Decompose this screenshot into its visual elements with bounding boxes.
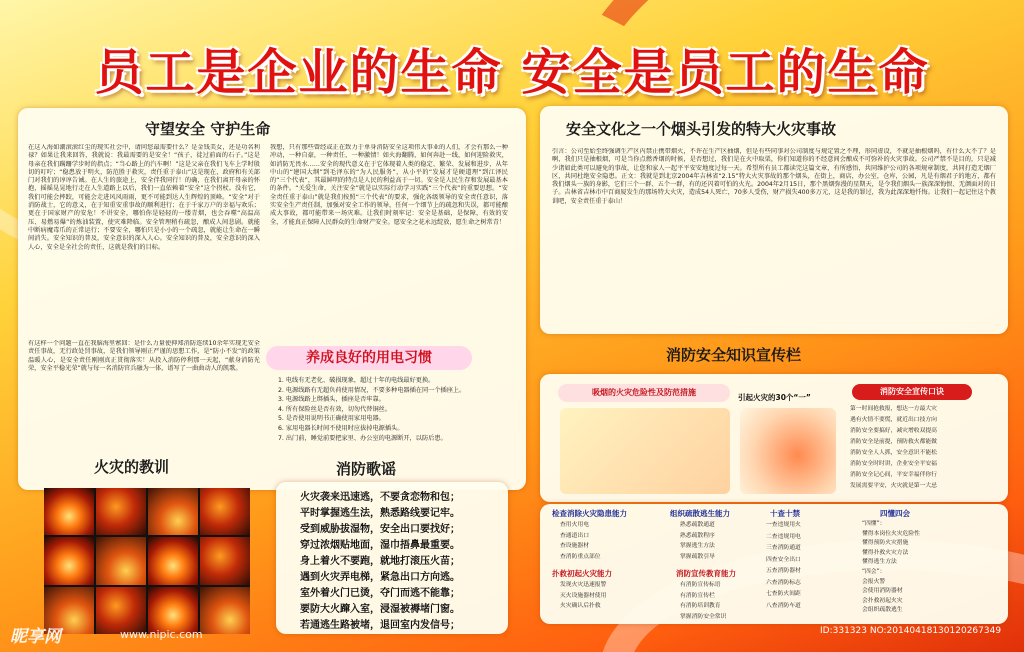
right-section-title: 安全文化之一个烟头引发的特大火灾事故 xyxy=(566,120,837,138)
fire-photo xyxy=(96,587,146,634)
list-item: 懂得逃生方法 xyxy=(862,559,897,566)
left-text-lower: 有这样一个问题一直在我脑海里萦回：是什么力量使抑郑消防连续10余年实现无安全责任事故，无行政处罚事故，是我们领导刚正严谨的思想工作，是“防小不发”的政策温暖人心，是安全责任刚刚真正贯彻落实！从投入消防停利那一天起，“献身消防光荣，安全平稳光荣”就与每一名消防官兵融为一体，谱写了一曲曲动人的凯歌。 xyxy=(28,340,260,372)
list-item: 查设施器材 xyxy=(560,543,589,549)
slogan-line: 消防安全时时讲，企业安全平安福 xyxy=(850,461,937,467)
watermark-url: www.nipic.com xyxy=(120,628,203,641)
fire-photo xyxy=(200,488,250,535)
main-headline: 员工是企业的生命 安全是员工的生命 xyxy=(94,44,930,101)
right-body-text: 引言：公司至始至终强调生产区内禁止携带烟火，不许在生产区抽烟，但是有些同事对公司制度与规定置之不理，形同虚设，不就是抽根烟吗，有什么大不了？是啊，我们只是抽根烟，可是当你点燃香烟的时候，是否想过，我们是在火中取栗，你们知道你的不经意间会酿成不可弥补的火灾事故。公司严禁不是目的，只是减少诸如此类可以避免的事故，让您和家人一起平平安安地度过每一天。希望所有员工都读完这篇文章，有所感悟，共同维护公司的各项规章制度，共同打造无烟厂区，共同杜绝安全隐患。正文：我就是到北京2004年吉林省“2.15”特大火灾事故的那个烟头，在街上，商店，办公室，仓库，公园，凡是有烟君子的地方，都有我们烟头一族的身影，它们三个一群、五个一群，有的还闪着可怕的火光。2004年2月15日，那个黑烟弥漫的星期天，是令我们烟头一族深深悔恨、无颜面对的日子。吉林省吉林市中百商厦发生的那场特大火灾，造成54人死亡，70多人受伤，财产损失400多万元，这是我的罪过，我为此深深地忏悔。让我们一起记住这个教训吧，安全责任重于泰山！ xyxy=(552,148,996,205)
capability-list xyxy=(766,520,801,612)
list-item: 懂得扑救火灾方法 xyxy=(862,549,909,556)
cause-title: 引起火灾的30个“一” xyxy=(738,393,811,402)
slogan-line: 消防安全人人抓，安全意识不能松 xyxy=(850,450,937,456)
fire-photo xyxy=(148,537,198,584)
capability-list xyxy=(560,580,606,612)
list-item: 查消防重点部位 xyxy=(560,553,601,560)
left-text-col2: 我想，只有那些曾经或正在致力于单身消防安全这项伟大事业的人们，才会有那么一种冲动，一种自豪，一种责任，一种激情！如火海翻腾，如何奔赴一线，如何迎险救灾，如消防无畏水……安全的现代意义在于它体现着人类的稳定、繁荣、发展和进步，从年中山的“建国大纲”到毛泽东的“为人民服务”，从小平的“发展才是硬道理”到江泽民的“三个代表”，其最鲜明的特点是人民的利益高于一切。安全是人民生存和发展最基本的条件。“关爱生命，关注安全”就是以实际行动学习实践“三个代表”的重要思想。“安全责任重于泰山”就是我们按照“三个代表”的要求，强化各级领导的安全责任意识，落实安全生产责任制，加强对安全工作的领导，任何一个细节上的疏忽和失误，都可能酿成大事故，都可能带来一场灾难。让我们时刻牢记：安全是基础，是保障，有效的安全，才能真正保障人民群众的生命财产安全。愿安全之花永远绽放，愿生命之树常青！ xyxy=(270,144,508,226)
electric-title: 养成良好的用电习惯 xyxy=(266,346,472,370)
capability-title: 四懂四会 xyxy=(880,509,910,518)
list-item: 有消防宣传栏 xyxy=(680,592,715,599)
slogan-line: 发展需要平安，火灾就是第一大忌 xyxy=(850,483,937,489)
song-line: 要防大火蹿入室，浸湿被褥堵门窗。 xyxy=(300,604,460,615)
fire-knowledge-title: 消防安全知识宣传栏 xyxy=(666,346,802,364)
slogan-title: 消防安全宣传口诀 xyxy=(852,384,972,400)
capability-title: 十查十禁 xyxy=(770,509,800,518)
slogan-line: 消防安全记心间，平安幸福伴你行 xyxy=(850,472,937,478)
song-lines xyxy=(300,490,490,634)
slogan-line: 消防安全要搞好，减灾增收双提高 xyxy=(850,428,937,434)
list-item: “四懂”： xyxy=(862,521,886,527)
list-item: 三查消防通道 xyxy=(766,545,801,551)
fire-photo xyxy=(148,587,198,634)
list-item: 灭火设施器材使用 xyxy=(560,592,607,599)
list-item: 懂得预防火灾措施 xyxy=(862,540,909,547)
list-item: 火灾确认后扑救 xyxy=(560,603,601,609)
list-item: 六查消防标志 xyxy=(766,579,801,586)
capability-title: 组织疏散逃生能力 xyxy=(670,509,730,518)
fire-photo xyxy=(200,587,250,634)
electric-item: 4. 所有保险丝是否有效，切勿代替铜丝。 xyxy=(278,405,392,413)
list-item: 掌握消防安全常识 xyxy=(680,613,727,620)
list-item: 二查违规用电 xyxy=(766,533,801,540)
list-item: 五查消防器材 xyxy=(766,568,801,574)
list-item: 会组织疏散逃生 xyxy=(862,607,903,614)
list-item: 发现火灾迅速报警 xyxy=(560,582,607,588)
list-item: 查用火用电 xyxy=(560,522,589,528)
capability-title: 消防宣传教育能力 xyxy=(676,569,736,578)
song-line: 穿过浓烟贴地面，湿巾捂鼻最重要。 xyxy=(300,540,460,551)
list-item: “四会”： xyxy=(862,568,886,575)
electric-item: 2. 电源线路有无超负荷使用情况，不要多种电器插在同一个插座上。 xyxy=(278,386,466,394)
song-line: 平时掌握逃生法，熟悉路线要记牢。 xyxy=(300,508,460,519)
capability-list xyxy=(680,580,726,622)
watermark-logo: 昵享网 xyxy=(10,627,61,647)
fire-photo xyxy=(96,488,146,535)
song-line: 室外着火门已烫，夺门而逃不能靠； xyxy=(300,588,460,599)
smoke-title: 吸烟的火灾危险性及防范措施 xyxy=(558,384,730,402)
slogan-list xyxy=(850,404,937,492)
capability-list xyxy=(560,520,601,562)
list-item: 一查违规用火 xyxy=(766,522,801,528)
capability-title: 扑救初起火灾能力 xyxy=(552,569,612,578)
electric-item: 3. 电源线路上绑插头，插座是否牢靠。 xyxy=(278,396,385,404)
list-item: 有消防培训教育 xyxy=(680,603,721,609)
electric-item: 7. 出门前，睡觉前要把家里、办公室的电源断开，以防后患。 xyxy=(278,434,447,442)
list-item: 四查安全出口 xyxy=(766,556,801,563)
electric-item: 1. 电线有无老化、破损现象，超过十年的电线最好更换。 xyxy=(278,377,435,384)
fire-photo-collage xyxy=(44,488,250,634)
fire-photo xyxy=(200,537,250,584)
capability-title: 检查消除火灾隐患能力 xyxy=(552,509,627,518)
fire-photo xyxy=(148,488,198,535)
song-line: 遇到火灾弄电梯，紧急出口方向逃。 xyxy=(300,572,460,583)
electric-item: 6. 家用电器长时间不使用时应拔掉电源插头。 xyxy=(278,424,404,432)
list-item: 掌握逃生方法 xyxy=(680,543,715,549)
left-text-col1: 在这入海如潮滚滚红尘的现实社会中，请问您最需要什么？是金钱美女，还是功名利禄？如果让我来回答，我就说：我最需要的是安全！“孩子，徒过前面的石子。”这是母亲在我们蹒跚学步时的指点；“当心路上的汽车啊！”这是父亲在我们飞车上学时殷切的叮咛；“稳患放于明火，防范胜于救灾，责任重于泰山”这是现在，政府和有关部门对我们的谆谆告诫。在人生的旅途上，安全伴我同行！的确，在我们离开母亲的怀抱，摇摇晃晃地行走在人生道路上以后，我们一直依赖着“安全”这个拐杖。没有它，我们可能会摔跤，可能会走进风风雨雨，更不可能到达人生辉煌的顶峰。“安全”对于消防战士，它的意义，在于知重安重事故的顺利进行；在于千家万户的幸福与欢乐；更在于国家财产的安危！不讲安全，哪怕你是轻轻的一缕青烟，也会吞噬“高温高压、易燃易爆”的炼油装置，使灾难降临。安全管理稍有疏忽，酿成人间悲剧。就能中断病魔毒爪的正常运行；不要安全，哪怕只是小小的一个疏忽，就能让生命在一瞬间消失。安全知识的普及，安全意识的深入人心。安全知识的普及，安全意识的深入人心，安全是全社会的责任，这就是我们的目标。 xyxy=(28,144,260,251)
song-line: 若通逃生路被堵，退回室内发信号； xyxy=(300,620,460,631)
list-item: 会使用消防器材 xyxy=(862,588,903,595)
slogan-line: 第一时间抢救报，想达一方最大灾 xyxy=(850,406,937,412)
song-line: 身上着火不要跑，就地打滚压火苗； xyxy=(300,556,460,567)
song-title: 消防歌谣 xyxy=(336,460,397,478)
list-item: 七查防火间距 xyxy=(766,591,801,597)
capability-list xyxy=(680,520,715,562)
electric-item: 5. 是否使用说明书正确使用家用电器。 xyxy=(278,415,385,423)
list-item: 有消防宣传标语 xyxy=(680,582,721,588)
slogan-line: 遇有火情不要慌，就近出口技方向 xyxy=(850,417,937,423)
list-item: 熟悉疏散通道 xyxy=(680,522,715,528)
list-item: 掌握疏散引导 xyxy=(680,553,715,560)
electric-list xyxy=(278,376,510,443)
list-item: 会报火警 xyxy=(862,578,886,585)
list-item: 八查消防车道 xyxy=(766,602,801,609)
list-item: 查通道出口 xyxy=(560,532,589,539)
song-line: 火灾袭来迅速逃，不要贪恋物和包； xyxy=(300,492,460,503)
list-item: 懂得本岗位火灾危险性 xyxy=(862,530,920,537)
smoke-illustration xyxy=(560,408,730,494)
slogan-line: 消防安全是前提，预防救火都能做 xyxy=(850,439,937,445)
song-line: 受到威胁拔湿物，安全出口要找好； xyxy=(300,524,460,535)
fire-lesson-title: 火灾的教训 xyxy=(94,458,170,476)
fire-photo xyxy=(44,537,94,584)
fire-photo xyxy=(44,488,94,535)
left-section-title: 守望安全 守护生命 xyxy=(145,120,271,138)
fire-photo xyxy=(96,537,146,584)
list-item: 会扑救初起火灾 xyxy=(862,597,903,604)
watermark-id: ID:331323 NO:20140418130120267349 xyxy=(820,626,1002,636)
cause-illustration xyxy=(740,408,836,494)
list-item: 熟悉疏散程序 xyxy=(680,532,715,539)
capability-list xyxy=(862,520,920,616)
